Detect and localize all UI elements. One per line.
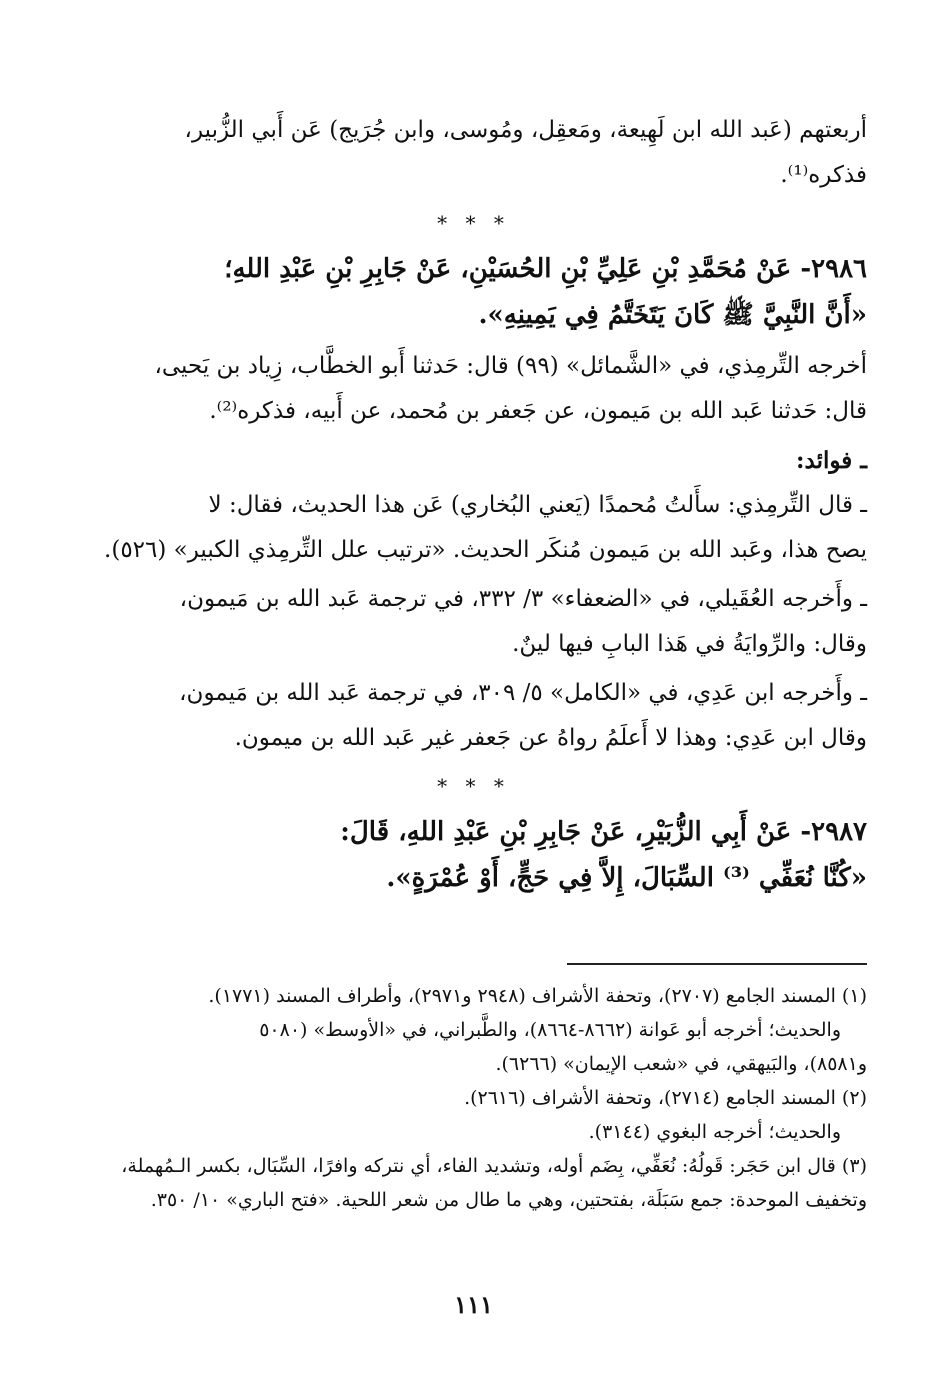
- intro-paragraph: [80, 108, 867, 198]
- footnote-3-line: (٣) قال ابن حَجَر: قَولُهُ: نُعَفِّي، بِضَم أوله، وتشديد الفاء، أي نتركه وافرًا، السِّبَال، بكسر الـمُهملة،: [121, 1155, 867, 1177]
- fawaid-item-line: وقال: والرِّوايَةُ في هَذا البابِ فيها لينٌ.: [512, 631, 867, 657]
- page-number: ١١١: [454, 1290, 493, 1319]
- fawaid-item: [80, 483, 867, 573]
- fawaid-item-line: ـ وأَخرجه العُقَيلي، في «الضعفاء» ٣/ ٣٣٢، في ترجمة عَبد الله بن مَيمون،: [179, 586, 867, 612]
- takhrij-line-2: قال: حَدثنا عَبد الله بن مَيمون، عن جَعفر بن مُحمد، عن أَبيه، فذكره⁽²⁾.: [209, 398, 867, 424]
- hadith-2987: [80, 809, 867, 901]
- fawaid-item: [80, 577, 867, 667]
- fawaid-item: [80, 671, 867, 761]
- footnotes: [80, 979, 867, 1217]
- footnote-3-line: وتخفيف الموحدة: جمع سَبَلَة، بفتحتين، وهي ما طال من شعر اللحية. «فتح الباري» ١٠/ ٣٥٠.: [150, 1189, 867, 1211]
- footnote-2-line: (٢) المسند الجامع (٢٧١٤)، وتحفة الأشراف (٢٦١٦).: [464, 1087, 867, 1109]
- takhrij-line-1: أخرجه التِّرمِذي، في «الشَّمائل» (٩٩) قال: حَدثنا أَبو الخطَّاب، زِياد بن يَحيى،: [154, 353, 867, 379]
- takhrij-2986: [80, 344, 867, 434]
- fawaid-item-line: يصح هذا، وعَبد الله بن مَيمون مُنكَر الحديث. «ترتيب علل التِّرمِذي الكبير» (٥٢٦).: [104, 537, 867, 563]
- footnote-1-line: (١) المسند الجامع (٢٧٠٧)، وتحفة الأشراف (٢٩٤٨ و٢٩٧١)، وأطراف المسند (١٧٧١).: [208, 985, 867, 1007]
- footnote-1-line: و٨٥٨١)، والبَيهقي، في «شعب الإيمان» (٦٢٦٦).: [495, 1053, 867, 1075]
- hadith-2986: [80, 246, 867, 338]
- fawaid-item-line: وقال ابن عَدِي: وهذا لا أَعلَمُ رواهُ عن جَعفر غير عَبد الله بن ميمون.: [234, 725, 867, 751]
- hadith-2986-text: «أَنَّ النَّبِيَّ ﷺ كَانَ يَتَخَتَّمُ فِي يَمِينِهِ».: [478, 300, 867, 330]
- hadith-2986-chain: ٢٩٨٦- عَنْ مُحَمَّدِ بْنِ عَلِيِّ بْنِ الحُسَيْنِ، عَنْ جَابِرِ بْنِ عَبْدِ اللهِ؛: [224, 254, 867, 284]
- hadith-2987-chain: ٢٩٨٧- عَنْ أَبِي الزُّبَيْرِ، عَنْ جَابِرِ بْنِ عَبْدِ اللهِ، قَالَ:: [340, 817, 867, 847]
- footnote-2-line: والحديث؛ أخرجه البغوي (٣١٤٤).: [588, 1121, 841, 1143]
- footnote-1-line: والحديث؛ أخرجه أبو عَوانة (٨٦٦٢-٨٦٦٤)، والطَّبراني، في «الأوسط» (٥٠٨٠: [259, 1019, 841, 1041]
- fawaid-item-line: ـ وأَخرجه ابن عَدِي، في «الكامل» ٥/ ٣٠٩، في ترجمة عَبد الله بن مَيمون،: [179, 680, 867, 706]
- section-separator: * * *: [437, 774, 510, 798]
- fawaid-item-line: ـ قال التِّرمِذي: سأَلتُ مُحمدًا (يَعني البُخاري) عَن هذا الحديث، فقال: لا: [208, 492, 867, 518]
- intro-line-1: أربعتهم (عَبد الله ابن لَهِيعة، ومَعقِل، ومُوسى، وابن جُرَيج) عَن أَبي الزُّبير،: [184, 117, 867, 143]
- intro-line-2: فذكره⁽¹⁾.: [780, 162, 867, 188]
- section-separator: * * *: [437, 211, 510, 235]
- hadith-2987-text: «كُنَّا نُعَفِّي ⁽³⁾ السِّبَالَ، إِلاَّ فِي حَجٍّ، أَوْ عُمْرَةٍ».: [386, 863, 867, 893]
- footnote-divider: [567, 963, 867, 965]
- fawaid-heading: ـ فوائد:: [796, 447, 867, 474]
